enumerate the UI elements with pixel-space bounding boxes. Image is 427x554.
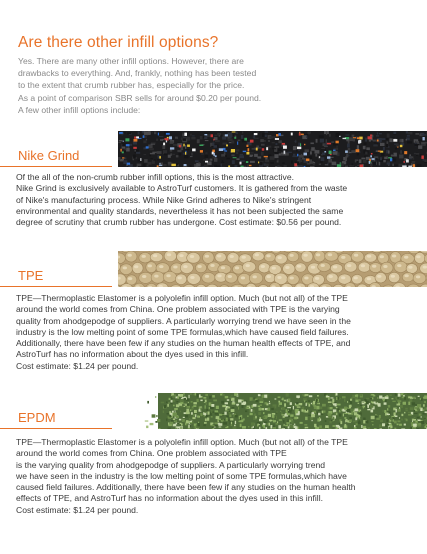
intro-line: Yes. There are many other infill options. However, there are	[18, 56, 244, 66]
body-line: TPE—Thermoplastic Elastomer is a polyolefin infill option. Much (but not all) of the TPE	[16, 293, 348, 303]
body-line: TPE—Thermoplastic Elastomer is a polyolefin infill option. Much (but not all) of the TPE	[16, 437, 348, 447]
section-band-epdm	[0, 393, 427, 429]
section-body-tpe	[16, 293, 416, 372]
body-line: environmental and quality standards, nevertheless it has not been subjected the same	[16, 205, 344, 216]
body-line: around the world comes from China. One problem associated with TPE	[16, 448, 287, 459]
body-line: AstroTurf has no information about the dyes used in this infill.	[16, 349, 249, 360]
body-line: is the varying quality from ahodgepodge of suppliers. A particularly worrying trend	[16, 459, 326, 470]
section-body-nike-grind	[16, 172, 416, 228]
section-title-nike-grind: Nike Grind	[18, 148, 80, 163]
body-line: Cost estimate: $1.24 per pound.	[16, 360, 139, 371]
body-line: effects of TPE, and AstroTurf has no information about the dyes used in this infill.	[16, 493, 323, 504]
epdm-granules-photo	[118, 393, 427, 429]
section-title-epdm: EPDM	[18, 410, 56, 425]
body-line: caused field failures. Additionally, there have been few if any studies on the human health	[16, 482, 356, 493]
intro-line: to the extent that crumb rubber has, especially for the price.	[18, 80, 245, 91]
body-line: Additionally, there have been few if any studies on the human health effects of TPE, and	[16, 338, 351, 349]
section-rule	[0, 428, 112, 430]
section-rule	[0, 166, 112, 168]
section-band-tpe	[0, 251, 427, 287]
section-body-epdm	[16, 437, 416, 516]
body-line: degree of scrutiny that crumb rubber has undergone. Cost estimate: $0.56 per pound.	[16, 217, 342, 228]
body-line: we have seen in the industry is the low melting point of some TPE formulas,which have	[16, 470, 347, 481]
main-heading: Are there other infill options?	[18, 34, 219, 51]
body-line: Of the all of the non-crumb rubber infill options, this is the most attractive.	[16, 172, 294, 182]
body-line: of Nike's manufacturing process. While Nike Grind adheres to Nike's stringent	[16, 194, 312, 205]
section-rule	[0, 286, 112, 288]
intro-line: drawbacks to everything. And, frankly, nothing has been tested	[18, 68, 257, 79]
body-line: Cost estimate: $1.24 per pound.	[16, 504, 139, 515]
nike-grind-crumb-photo	[118, 131, 427, 167]
section-band-nike-grind	[0, 131, 427, 167]
body-line: quality from ahodgepodge of suppliers. A particularly worrying trend we have seen in the	[16, 315, 351, 326]
intro-paragraph	[18, 55, 413, 116]
intro-line: A few other infill options include:	[18, 104, 141, 115]
body-line: industry is the low melting point of some TPE formulas,which have caused field failures.	[16, 326, 349, 337]
section-title-tpe: TPE	[18, 268, 44, 283]
tpe-pellets-photo	[118, 251, 427, 287]
intro-line: As a point of comparison SBR sells for around $0.20 per pound.	[18, 92, 262, 103]
body-line: around the world comes from China. One problem associated with TPE is the varying	[16, 304, 340, 315]
body-line: Nike Grind is exclusively available to AstroTurf customers. It is gathered from the waste	[16, 183, 348, 194]
